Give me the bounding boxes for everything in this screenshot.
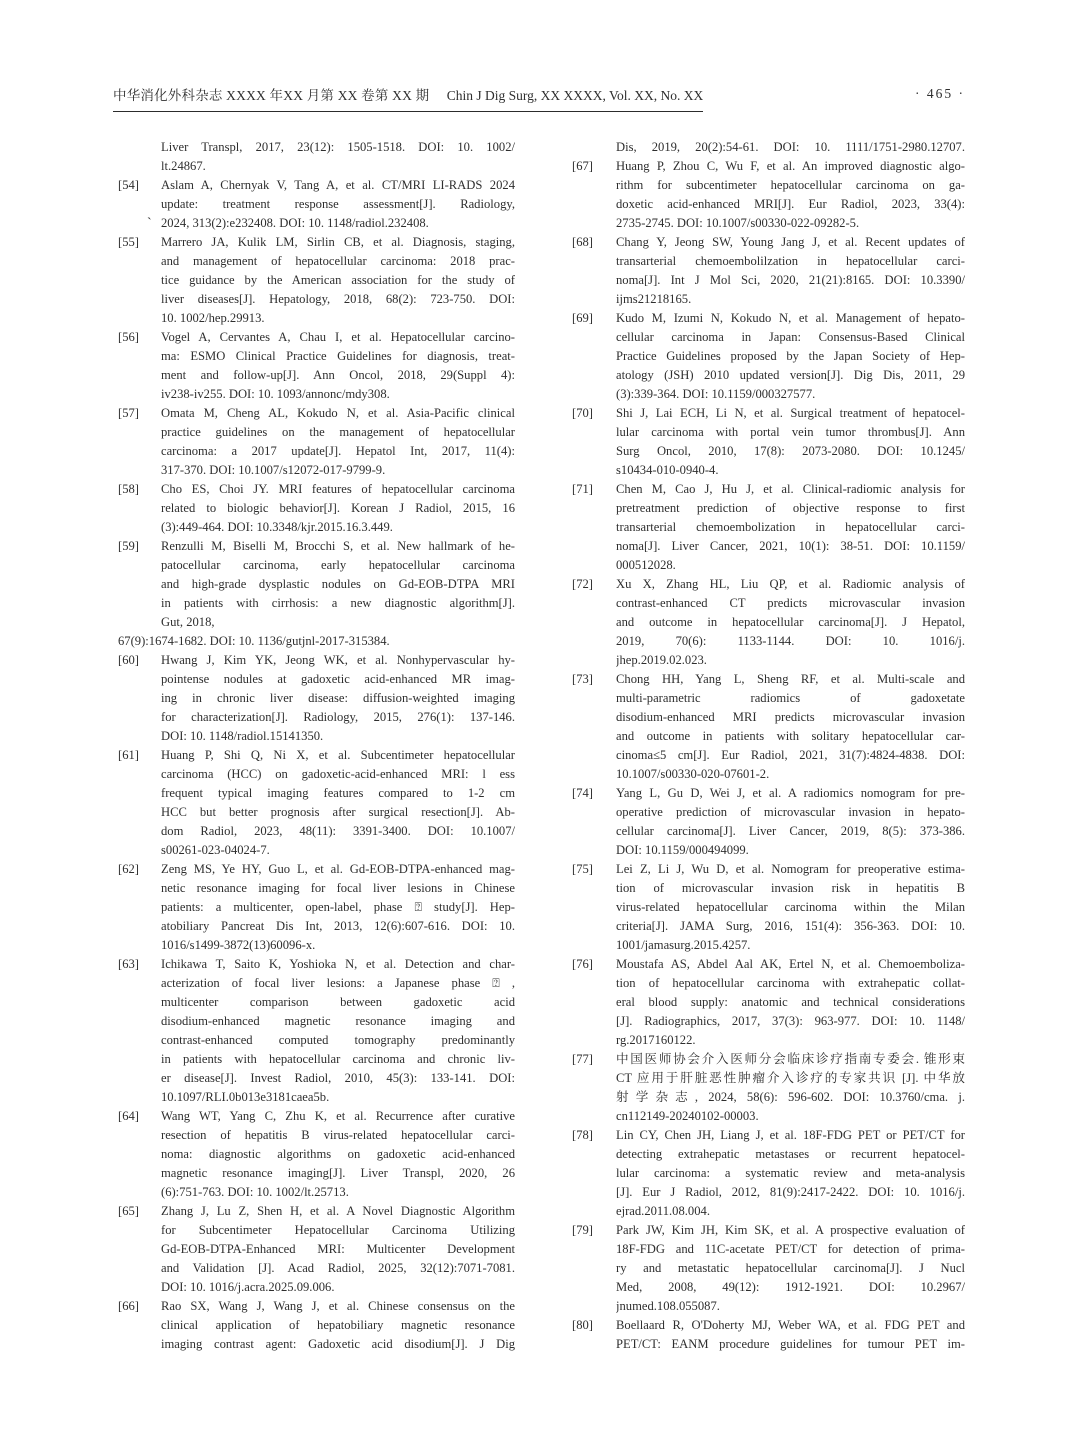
reference-line: 2024, 313(2):e232408. DOI: 10. 1148/radiol.232408. <box>161 216 429 230</box>
reference-line: (6):751-763. DOI: 10. 1002/lt.25713. <box>161 1185 349 1199</box>
reference-number: [64] <box>118 1109 139 1123</box>
reference-item <box>118 860 515 955</box>
reference-item <box>118 328 515 404</box>
reference-text <box>161 1297 515 1354</box>
reference-text <box>147 176 515 233</box>
reference-line: Dis, 2019, 20(2):54-61. DOI: 10. 1111/1751-2980.12707. <box>616 140 965 154</box>
reference-line: noma[J]. Int J Mol Sci, 2020, 21(21):8165. DOI: 10.3390/ <box>616 273 965 287</box>
reference-line: Cho ES, Choi JY. MRI features of hepatocellular carcinoma <box>161 482 515 496</box>
reference-line: for characterization[J]. Radiology, 2015, 276(1): 137-146. <box>161 710 515 724</box>
reference-text <box>161 746 515 860</box>
reference-line: Rao SX, Wang J, Wang J, et al. Chinese consensus on the <box>161 1299 515 1313</box>
reference-line: atology (JSH) 2010 updated version[J]. Dig Dis, 2011, 29 <box>616 368 965 382</box>
reference-number: [68] <box>572 235 593 249</box>
reference-text <box>616 1221 965 1316</box>
reference-number: [59] <box>118 539 139 553</box>
reference-line: tion of hepatocellular carcinoma with extrahepatic collat- <box>616 976 965 990</box>
reference-line: pointense nodules at gadoxetic acid-enhanced MR imag- <box>161 672 515 686</box>
reference-line: Kudo M, Izumi N, Kokudo N, et al. Management of hepato- <box>616 311 965 325</box>
reference-number: [72] <box>572 577 593 591</box>
reference-line: and outcome in hepatocellular carcinoma[J]. J Hepatol, <box>616 615 965 629</box>
reference-number: [58] <box>118 482 139 496</box>
reference-line: CT 应用于肝脏恶性肿瘤介入诊疗的专家共识 [J]. 中华放 <box>616 1071 965 1085</box>
reference-line: Huang P, Zhou C, Wu F, et al. An improved diagnostic algo- <box>616 159 965 173</box>
reference-line: 10.1007/s00330-020-07601-2. <box>616 767 770 781</box>
reference-number: [75] <box>572 862 593 876</box>
reference-line: and Validation [J]. Acad Radiol, 2025, 32(12):7071-7081. <box>161 1261 515 1275</box>
reference-number: [66] <box>118 1299 139 1313</box>
reference-line: update: treatment response assessment[J]. Radiology, <box>161 197 515 211</box>
reference-line: lt.24867. <box>161 159 206 173</box>
reference-line: er disease[J]. Invest Radiol, 2010, 45(3): 133-141. DOI: <box>161 1071 515 1085</box>
reference-line: DOI: 10.1159/000494099. <box>616 843 749 857</box>
reference-text <box>616 1316 965 1354</box>
reference-line: Boellaard R, O'Doherty MJ, Weber WA, et al. FDG PET and <box>616 1318 965 1332</box>
reference-text <box>161 233 515 328</box>
reference-line: Marrero JA, Kulik LM, Sirlin CB, et al. Diagnosis, staging, <box>161 235 515 249</box>
reference-line: Gd-EOB-DTPA-Enhanced MRI: Multicenter Development <box>161 1242 515 1256</box>
reference-line: magnetic resonance imaging[J]. Liver Transpl, 2020, 26 <box>161 1166 515 1180</box>
reference-line: related to biologic behavior[J]. Korean J Radiol, 2015, 16 <box>161 501 515 515</box>
reference-line: ma: ESMO Clinical Practice Guidelines for diagnosis, treat- <box>161 349 515 363</box>
reference-text <box>161 1107 515 1202</box>
reference-item <box>118 404 515 480</box>
reference-number: [61] <box>118 748 139 762</box>
reference-line: transarterial chemoembolilzation in hepatocellular carci- <box>616 254 965 268</box>
reference-line: Chen M, Cao J, Hu J, et al. Clinical-radiomic analysis for <box>616 482 965 496</box>
reference-line: practice guidelines on the management of hepatocellular <box>161 425 515 439</box>
reference-line: in patients with hepatocellular carcinoma and chronic liv- <box>161 1052 515 1066</box>
reference-line: jnumed.108.055087. <box>616 1299 720 1313</box>
reference-line: Lin CY, Chen JH, Liang J, et al. 18F-FDG PET or PET/CT for <box>616 1128 965 1142</box>
reference-line: DOI: 10. 1148/radiol.15141350. <box>161 729 324 743</box>
reference-line: multi-parametric radiomics of gadoxetate <box>616 691 965 705</box>
reference-text <box>161 955 515 1107</box>
reference-line: noma[J]. Liver Cancer, 2021, 10(1): 38-51. DOI: 10.1159/ <box>616 539 965 553</box>
reference-line: [J]. Radiographics, 2017, 37(3): 963-977. DOI: 10. 1148/ <box>616 1014 965 1028</box>
reference-number: [77] <box>572 1052 593 1066</box>
reference-line: resection of hepatitis B virus-related hepatocellular carci- <box>161 1128 515 1142</box>
reference-overflow-line: 67(9):1674-1682. DOI: 10. 1136/gutjnl-2017-315384. <box>118 634 390 648</box>
reference-number: [63] <box>118 957 139 971</box>
reference-number <box>572 138 616 157</box>
reference-item <box>572 670 965 784</box>
reference-line: (3):449-464. DOI: 10.3348/kjr.2015.16.3.449. <box>161 520 393 534</box>
reference-line: s00261-023-04024-7. <box>161 843 270 857</box>
reference-item <box>572 157 965 233</box>
reference-text <box>616 480 965 575</box>
journal-masthead <box>113 84 703 112</box>
reference-text <box>616 404 965 480</box>
reference-line: virus-related hepatocellular carcinoma within the Milan <box>616 900 965 914</box>
reference-line: Chong HH, Yang L, Sheng RF, et al. Multi-scale and <box>616 672 965 686</box>
reference-line: and management of hepatocellular carcinoma: 2018 prac- <box>161 254 515 268</box>
reference-text <box>616 955 965 1050</box>
reference-text <box>616 1050 965 1126</box>
reference-line: disodium-enhanced magnetic resonance imaging and <box>161 1014 515 1028</box>
reference-line: 000512028. <box>616 558 676 572</box>
reference-line: Yang L, Gu D, Wei J, et al. A radiomics nomogram for pre- <box>616 786 965 800</box>
reference-item <box>572 955 965 1050</box>
reference-item <box>572 233 965 309</box>
reference-line: cellular carcinoma[J]. Liver Cancer, 2019, 8(5): 373-386. <box>616 824 965 838</box>
reference-line: 10. 1002/hep.29913. <box>161 311 265 325</box>
reference-line: (3):339-364. DOI: 10.1159/000327577. <box>616 387 816 401</box>
reference-line: jhep.2019.02.023. <box>616 653 707 667</box>
reference-line: Practice Guidelines proposed by the Japan Society of Hep- <box>616 349 965 363</box>
reference-text <box>161 860 515 955</box>
reference-line: s10434-010-0940-4. <box>616 463 719 477</box>
reference-line: Lei Z, Li J, Wu D, et al. Nomogram for preoperative estima- <box>616 862 965 876</box>
reference-line: imaging contrast agent: Gadoxetic acid disodium[J]. J Dig <box>161 1337 515 1351</box>
reference-number: [79] <box>572 1223 593 1237</box>
reference-line: Aslam A, Chernyak V, Tang A, et al. CT/MRI LI-RADS 2024 <box>161 178 515 192</box>
journal-title-chinese: 中华消化外科杂志 XXXX 年XX 月第 XX 卷第 XX 期 <box>113 88 430 103</box>
reference-line: HCC but better prognosis after surgical resection[J]. Ab- <box>161 805 515 819</box>
reference-continuation <box>572 138 965 157</box>
reference-line: ing in chronic liver disease: diffusion-weighted imaging <box>161 691 515 705</box>
reference-item <box>572 480 965 575</box>
reference-line: 18F-FDG and 11C-acetate PET/CT for detection of prima- <box>616 1242 965 1256</box>
reference-line: Hwang J, Kim YK, Jeong WK, et al. Nonhypervascular hy- <box>161 653 515 667</box>
reference-line: Zeng MS, Ye HY, Guo L, et al. Gd-EOB-DTPA-enhanced mag- <box>161 862 515 876</box>
reference-text <box>616 157 965 233</box>
reference-number: [55] <box>118 235 139 249</box>
reference-number: [74] <box>572 786 593 800</box>
reference-text <box>161 480 515 537</box>
left-column <box>118 138 515 1354</box>
reference-line: Liver Transpl, 2017, 23(12): 1505-1518. DOI: 10. 1002/ <box>161 140 515 154</box>
reference-line: DOI: 10. 1016/j.acra.2025.09.006. <box>161 1280 335 1294</box>
reference-number: [67] <box>572 159 593 173</box>
reference-number: [65] <box>118 1204 139 1218</box>
reference-item <box>572 1126 965 1221</box>
reference-line: tice guidance by the American association for the study of <box>161 273 515 287</box>
reference-number <box>118 138 161 157</box>
reference-line: lular carcinoma: a systematic review and meta-analysis <box>616 1166 965 1180</box>
reference-line: clinical application of hepatobiliary magnetic resonance <box>161 1318 515 1332</box>
reference-line: noma: diagnostic algorithms on gadoxetic acid-enhanced <box>161 1147 515 1161</box>
reference-line: for Subcentimeter Hepatocellular Carcinoma Utilizing <box>161 1223 515 1237</box>
reference-text <box>616 670 965 784</box>
reference-line: and outcome in patients with solitary hepatocellular car- <box>616 729 965 743</box>
reference-line: detecting extrahepatic metastases or recurrent hepatocel- <box>616 1147 965 1161</box>
reference-item <box>572 784 965 860</box>
reference-line: Xu X, Zhang HL, Liu QP, et al. Radiomic analysis of <box>616 577 965 591</box>
right-column <box>572 138 965 1354</box>
reference-text <box>616 860 965 955</box>
reference-line: Wang WT, Yang C, Zhu K, et al. Recurrence after curative <box>161 1109 515 1123</box>
reference-number: [60] <box>118 653 139 667</box>
reference-item <box>118 480 515 537</box>
reference-number: [76] <box>572 957 593 971</box>
reference-number: [69] <box>572 311 593 325</box>
reference-line: 317-370. DOI: 10.1007/s12072-017-9799-9. <box>161 463 386 477</box>
reference-line: doxetic acid-enhanced MRI[J]. Eur Radiol, 2023, 33(4): <box>616 197 965 211</box>
reference-line: Ichikawa T, Saito K, Yoshioka N, et al. Detection and char- <box>161 957 515 971</box>
reference-line: liver diseases[J]. Hepatology, 2018, 68(2): 723-750. DOI: <box>161 292 515 306</box>
reference-line: Med, 2008, 49(12): 1912-1921. DOI: 10.2967/ <box>616 1280 965 1294</box>
reference-line: transarterial chemoembolization in hepatocellular carci- <box>616 520 965 534</box>
reference-text <box>161 537 515 632</box>
reference-number: [54] <box>118 178 139 192</box>
reference-line: patients: a multicenter, open-label, phase ⍰ study[J]. Hep- <box>161 900 515 914</box>
reference-line: contrast-enhanced computed tomography predominantly <box>161 1033 515 1047</box>
reference-line: Renzulli M, Biselli M, Brocchi S, et al. New hallmark of he- <box>161 539 515 553</box>
reference-line: [J]. Eur J Radiol, 2012, 81(9):2417-2422. DOI: 10. 1016/j. <box>616 1185 965 1199</box>
reference-item <box>118 537 515 632</box>
reference-line: Omata M, Cheng AL, Kokudo N, et al. Asia-Pacific clinical <box>161 406 515 420</box>
reference-item <box>572 1221 965 1316</box>
reference-number: [78] <box>572 1128 593 1142</box>
reference-line: contrast-enhanced CT predicts microvascular invasion <box>616 596 965 610</box>
reference-line: cellular carcinoma in Japan: Consensus-Based Clinical <box>616 330 965 344</box>
reference-line: netic resonance imaging for focal liver lesions in Chinese <box>161 881 515 895</box>
reference-line: patocellular carcinoma, early hepatocellular carcinoma <box>161 558 515 572</box>
page-header <box>113 84 965 112</box>
reference-line: lular carcinoma with portal vein tumor thrombus[J]. Ann <box>616 425 965 439</box>
reference-line: 射学杂志, 2024, 58(6): 596-602. DOI: 10.3760/cma. j. <box>616 1090 965 1104</box>
reference-line: dom Radiol, 2023, 48(11): 3391-3400. DOI: 10.1007/ <box>161 824 515 838</box>
reference-line: rithm for subcentimeter hepatocellular carcinoma on ga- <box>616 178 965 192</box>
journal-title-english: Chin J Dig Surg, XX XXXX, Vol. XX, No. XX <box>446 88 704 103</box>
reference-line: Moustafa AS, Abdel Aal AK, Ertel N, et al. Chemoemboliza- <box>616 957 965 971</box>
reference-item <box>118 746 515 860</box>
reference-text <box>616 309 965 404</box>
reference-line: 1001/jamasurg.2015.4257. <box>616 938 751 952</box>
reference-line: Gut, 2018, <box>161 615 215 629</box>
reference-item <box>118 1297 515 1354</box>
reference-line: 中国医师协会介入医师分会临床诊疗指南专委会. 锥形束 <box>616 1052 965 1066</box>
reference-line: 2019, 70(6): 1133-1144. DOI: 10. 1016/j. <box>616 634 965 648</box>
reference-number: [56] <box>118 330 139 344</box>
reference-line: ment and follow-up[J]. Ann Oncol, 2018, 29(Suppl 4): <box>161 368 515 382</box>
reference-line: carcinoma (HCC) on gadoxetic-acid-enhanced MRI: l ess <box>161 767 515 781</box>
reference-line: criteria[J]. JAMA Surg, 2016, 151(4): 356-363. DOI: 10. <box>616 919 965 933</box>
reference-number: [73] <box>572 672 593 686</box>
reference-text <box>616 575 965 670</box>
reference-line: in patients with cirrhosis: a new diagnostic algorithm[J]. <box>161 596 515 610</box>
reference-line: tion of microvascular invasion risk in hepatitis B <box>616 881 965 895</box>
reference-line: pretreatment prediction of objective response to first <box>616 501 965 515</box>
reference-text <box>161 404 515 480</box>
reference-line: Shi J, Lai ECH, Li N, et al. Surgical treatment of hepatocel- <box>616 406 965 420</box>
reference-number: [71] <box>572 482 593 496</box>
reference-line: ry and metastatic hepatocellular carcinoma[J]. J Nucl <box>616 1261 965 1275</box>
reference-number: [70] <box>572 406 593 420</box>
reference-item <box>118 1107 515 1202</box>
reference-text <box>616 233 965 309</box>
reference-text <box>161 328 515 404</box>
reference-line: Chang Y, Jeong SW, Young Jang J, et al. Recent updates of <box>616 235 965 249</box>
reference-line: Huang P, Shi Q, Ni X, et al. Subcentimeter hepatocellular <box>161 748 515 762</box>
reference-item <box>118 651 515 746</box>
reference-item <box>572 1050 965 1126</box>
reference-line: atobiliary Pancreat Dis Int, 2013, 12(6):607-616. DOI: 10. <box>161 919 515 933</box>
reference-line: and high-grade dysplastic nodules on Gd-EOB-DTPA MRI <box>161 577 515 591</box>
reference-item <box>572 860 965 955</box>
reference-line: 1016/s1499-3872(13)60096-x. <box>161 938 316 952</box>
reference-line: Vogel A, Cervantes A, Chau I, et al. Hepatocellular carcino- <box>161 330 515 344</box>
reference-number: [80] <box>572 1318 593 1332</box>
reference-line: 2735-2745. DOI: 10.1007/s00330-022-09282-5. <box>616 216 860 230</box>
reference-line: disodium-enhanced MRI predicts microvascular invasion <box>616 710 965 724</box>
stray-mark: ` <box>147 216 152 231</box>
reference-line: Surg Oncol, 2010, 17(8): 2073-2080. DOI: 10.1245/ <box>616 444 965 458</box>
reference-line: ejrad.2011.08.004. <box>616 1204 710 1218</box>
reference-text <box>161 651 515 746</box>
reference-line: frequent typical imaging features compared to 1-2 cm <box>161 786 515 800</box>
reference-line: carcinoma: a 2017 update[J]. Hepatol Int, 2017, 11(4): <box>161 444 515 458</box>
reference-line: PET/CT: EANM procedure guidelines for tumour PET im- <box>616 1337 965 1351</box>
reference-item <box>118 955 515 1107</box>
page-number: · 465 · <box>915 86 965 101</box>
reference-line: acterization of focal liver lesions: a Japanese phase ⍰ , <box>161 976 515 990</box>
reference-item <box>572 404 965 480</box>
reference-line: 10.1097/RLI.0b013e3181caea5b. <box>161 1090 330 1104</box>
reference-line: cn112149-20240102-00003. <box>616 1109 759 1123</box>
reference-item <box>572 1316 965 1354</box>
reference-text <box>161 138 515 176</box>
reference-line: Park JW, Kim JH, Kim SK, et al. A prospective evaluation of <box>616 1223 965 1237</box>
reference-text <box>616 138 965 157</box>
reference-number: [62] <box>118 862 139 876</box>
reference-text <box>616 1126 965 1221</box>
reference-line: Zhang J, Lu Z, Shen H, et al. A Novel Diagnostic Algorithm <box>161 1204 515 1218</box>
reference-number: [57] <box>118 406 139 420</box>
reference-continuation <box>118 138 515 176</box>
reference-line: iv238-iv255. DOI: 10. 1093/annonc/mdy308. <box>161 387 390 401</box>
reference-text <box>616 784 965 860</box>
reference-line: eral blood supply: anatomic and technical considerations <box>616 995 965 1009</box>
reference-line: ijms21218165. <box>616 292 692 306</box>
reference-item <box>572 309 965 404</box>
reference-line: multicenter comparison between gadoxetic acid <box>161 995 515 1009</box>
reference-text <box>161 1202 515 1297</box>
reference-line: operative prediction of microvascular invasion in hepato- <box>616 805 965 819</box>
reference-item <box>118 176 515 233</box>
reference-item <box>572 575 965 670</box>
reference-item <box>118 233 515 328</box>
reference-line: rg.2017160122. <box>616 1033 696 1047</box>
reference-item <box>118 1202 515 1297</box>
reference-line: cinoma≤5 cm[J]. Eur Radiol, 2021, 31(7):4824-4838. DOI: <box>616 748 965 762</box>
